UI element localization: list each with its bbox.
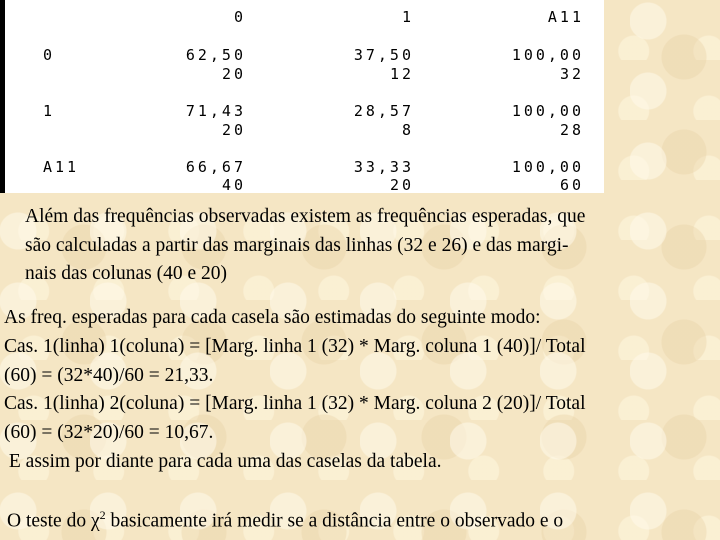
text-line: Cas. 1(linha) 2(coluna) = [Marg. linha 1 (32) * Marg. coluna 2 (20)]/ Total [4, 393, 586, 415]
table-cell-pct: 100,00 [511, 102, 584, 120]
table-cell-count: 28 [559, 121, 584, 139]
paragraph-expected-frequencies [25, 203, 585, 289]
table-cell-pct: 62,50 [185, 46, 246, 64]
col-header-1: 1 [401, 8, 414, 26]
text-line: Além das frequências observadas existem as frequências esperadas, que [25, 206, 586, 227]
table-cell-count: 32 [559, 65, 584, 83]
text-line: nais das colunas (40 e 20) [25, 263, 227, 284]
paragraph-estimation-method [4, 304, 586, 477]
table-cell-count: 8 [401, 121, 414, 139]
row-label: A11 [43, 158, 80, 176]
row-label: 0 [43, 46, 56, 64]
table-cell-count: 12 [389, 65, 414, 83]
table-cell-pct: 100,00 [511, 158, 584, 176]
table-cell-pct: 33,33 [353, 158, 414, 176]
chi-symbol: χ [90, 510, 100, 532]
crosstab-image [0, 0, 604, 193]
text-line: são calculadas a partir das marginais das linhas (32 e 26) e das margi- [25, 234, 569, 256]
superscript-2: 2 [99, 508, 106, 522]
table-cell-count: 20 [221, 121, 246, 139]
table-cell-count: 60 [559, 176, 584, 193]
text-segment: O teste do [7, 510, 91, 532]
table-cell-pct: 28,57 [353, 102, 414, 120]
table-cell-count: 40 [221, 176, 246, 193]
text-segment: basicamente irá medir se a distância entre o observado e o [105, 510, 564, 532]
text-line: As freq. esperadas para cada casela são estimadas do seguinte modo: [4, 307, 541, 328]
text-line: Cas. 1(linha) 1(coluna) = [Marg. linha 1 (32) * Marg. coluna 1 (40)]/ Total [4, 335, 586, 357]
text-line: (60) = (32*40)/60 = 21,33. [4, 364, 214, 386]
table-cell-count: 20 [389, 176, 414, 193]
table-cell-pct: 100,00 [511, 46, 584, 64]
row-label: 1 [43, 102, 56, 120]
table-cell-pct: 66,67 [185, 158, 246, 176]
table-cell-count: 20 [221, 65, 246, 83]
text-line: (60) = (32*20)/60 = 10,67. [4, 422, 214, 444]
text-line: E assim por diante para cada uma das caselas da tabela. [4, 450, 442, 472]
col-header-0: 0 [233, 8, 246, 26]
col-header-all: A11 [547, 8, 584, 26]
table-cell-pct: 37,50 [353, 46, 414, 64]
paragraph-chi-square [7, 501, 563, 536]
table-cell-pct: 71,43 [185, 102, 246, 120]
